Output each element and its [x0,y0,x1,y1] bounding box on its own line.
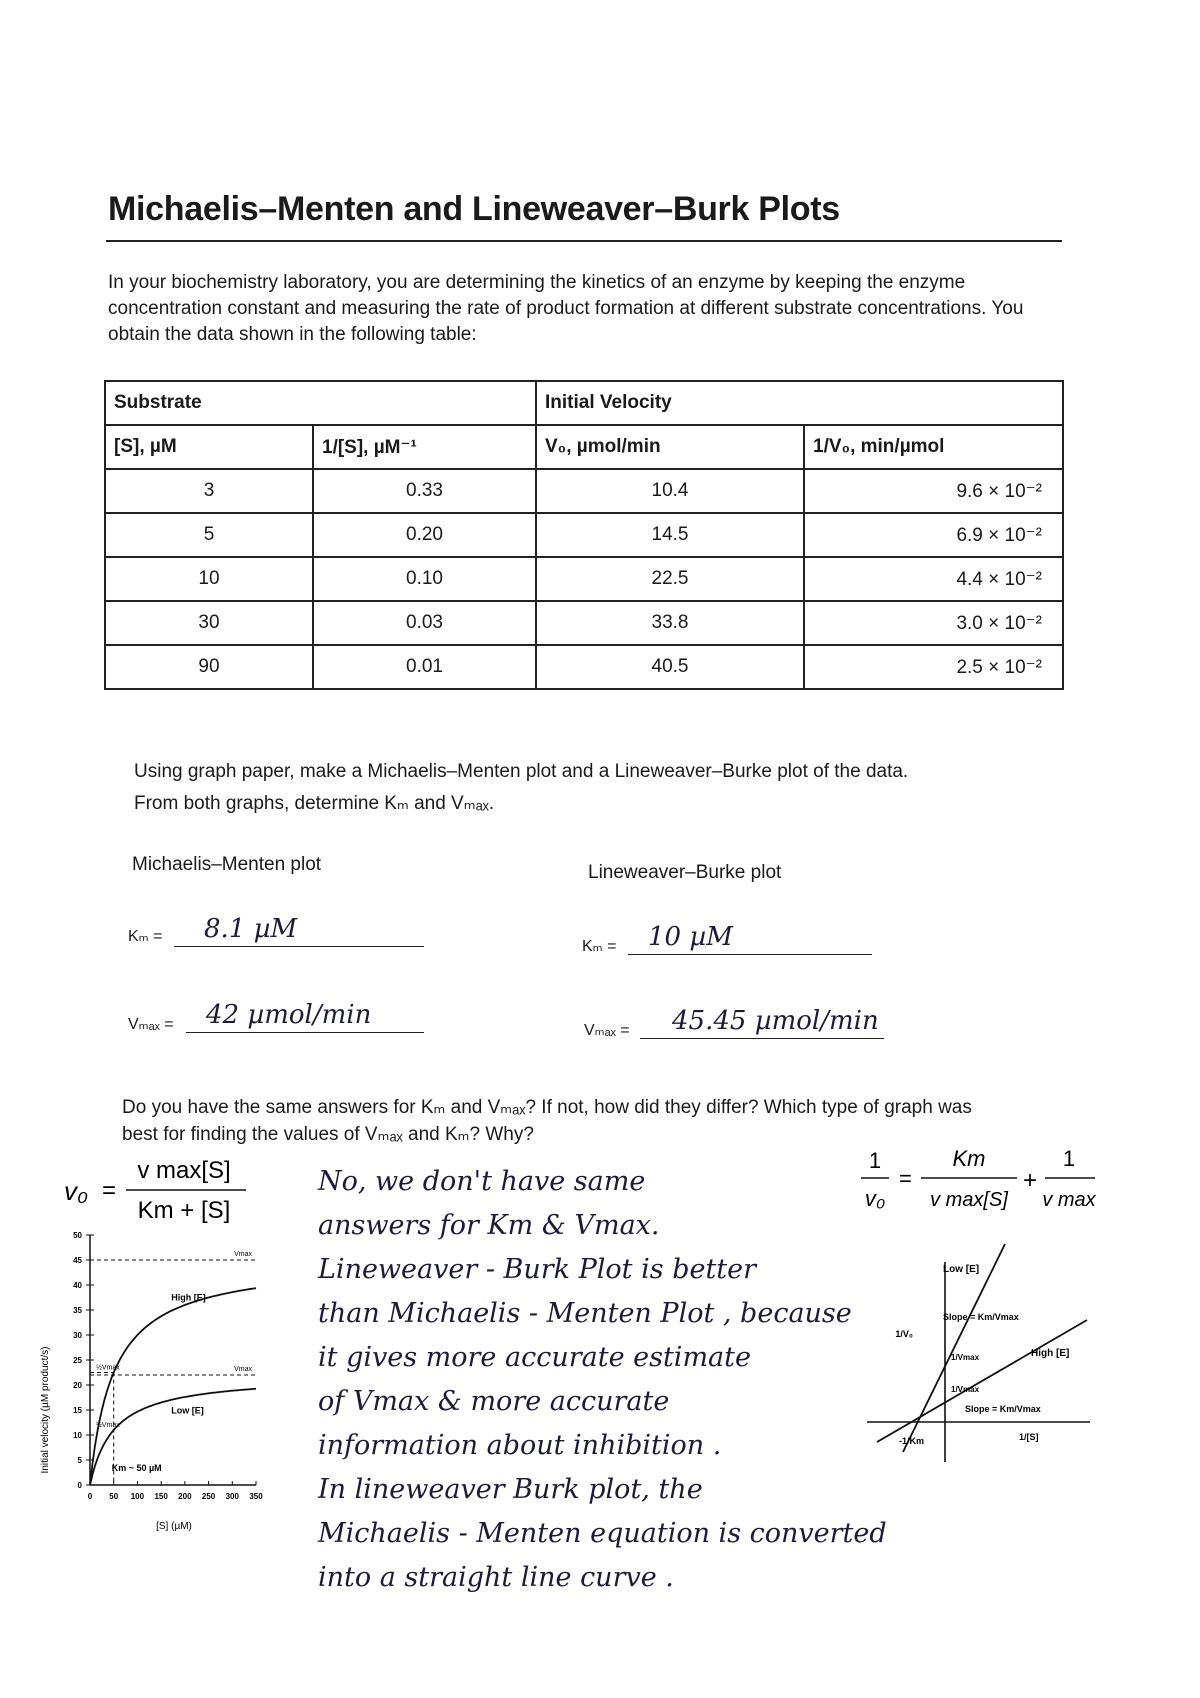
lb-plot-label: Lineweaver–Burke plot [588,862,782,883]
header-substrate: Substrate [105,381,536,425]
cell-v: 40.5 [536,645,804,689]
instructions [134,756,1034,820]
lb-vmax-label: Vₘₐₓ = [584,1022,630,1039]
cell-inv-v: 2.5 × 10⁻² [804,645,1063,689]
mm-y-ticks [73,1231,94,1490]
mm-x-tick-label: 250 [201,1492,216,1501]
mm-y-tick-label: 25 [73,1356,82,1365]
mm-km-label: Kₘ = [128,928,163,945]
lb-km-label: Kₘ = [582,938,617,955]
answer-line: than Michaelis - Menten Plot , because [318,1298,852,1329]
mm-eq-lhs: v₀ [64,1176,88,1206]
mm-y-tick-label: 45 [73,1256,82,1265]
lb-eq-t1-num: Km [952,1146,986,1171]
lb-x-int: -1/Km [899,1436,925,1446]
lb-km-line [628,922,872,955]
mm-vmax-label: Vₘₐₓ = [128,1016,174,1033]
mm-eq-den: Km + [S] [137,1197,231,1224]
mm-y-tick-label: 30 [73,1331,82,1340]
lb-slope-low: Slope = Km/Vmax [943,1312,1019,1322]
mm-label-low-e: Low [E] [171,1405,204,1416]
table-row [105,513,1063,557]
header-initial-velocity: Initial Velocity [536,381,1063,425]
answer-line: of Vmax & more accurate [318,1386,670,1417]
table-group-header [105,381,1063,425]
answer-line: Lineweaver - Burk Plot is better [318,1254,757,1285]
lb-vmax-line [640,1006,884,1039]
cell-inv-s: 0.20 [313,513,536,557]
cell-inv-v: 4.4 × 10⁻² [804,557,1063,601]
lb-eq-equals: = [899,1166,912,1191]
mm-y-tick-label: 15 [73,1406,82,1415]
table-row [105,645,1063,689]
col-s: [S], µM [105,425,313,469]
cell-inv-s: 0.33 [313,469,536,513]
mm-y-tick-label: 0 [77,1481,82,1490]
cell-inv-s: 0.03 [313,601,536,645]
answer-line: No, we don't have same [318,1166,646,1197]
mm-plot-label: Michaelis–Menten plot [132,854,322,875]
mm-x-tick-label: 200 [178,1492,192,1501]
mm-xlabel: [S] (µM) [156,1521,192,1532]
instructions-line-2: From both graphs, determine Kₘ and Vₘₐₓ. [134,793,495,814]
mm-y-tick-label: 35 [73,1306,82,1315]
table-row [105,469,1063,513]
mm-x-tick-label: 100 [130,1492,145,1501]
mm-chart [36,1225,266,1550]
cell-inv-s: 0.01 [313,645,536,689]
mm-half-vmax-low-label: ½Vmax [96,1422,120,1429]
mm-y-tick-label: 10 [73,1431,82,1440]
mm-equation [58,1150,258,1230]
lb-slope-high: Slope = Km/Vmax [965,1404,1041,1414]
answer-line: In lineweaver Burk plot, the [318,1474,703,1505]
mm-x-tick-label: 150 [154,1492,168,1501]
lb-equation [855,1140,1100,1230]
lb-y-axis-label: 1/V₀ [895,1329,913,1339]
intro-paragraph: In your biochemistry laboratory, you are determining the kinetics of an enzyme by keeping the enzyme concentration constant and measuring the rate of product formation at different substrate concentrations. You obtain the data shown in the following table: [108,272,1024,345]
mm-km-value[interactable]: 8.1 µM [204,914,298,944]
col-inv-s: 1/[S], µM⁻¹ [313,425,536,469]
answer-line: it gives more accurate estimate [318,1342,751,1373]
table-row [105,557,1063,601]
lb-eq-t1-den: v max[S] [930,1189,1008,1211]
lb-km-value[interactable]: 10 µM [648,922,733,952]
lb-line-low-e [903,1244,1005,1452]
page-title: Michaelis–Menten and Lineweaver–Burk Plots [108,190,840,228]
lb-eq-t2-den: v max [1042,1189,1096,1211]
mm-ylabel: Initial velocity (µM product/s) [40,1346,51,1474]
handwritten-answer [318,1160,887,1600]
mm-eq-equals: = [102,1177,117,1204]
mm-x-tick-label: 350 [249,1492,263,1501]
answer-line: information about inhibition . [318,1430,722,1461]
lb-eq-lhs-den: v₀ [864,1186,886,1211]
cell-inv-v: 3.0 × 10⁻² [804,601,1063,645]
mm-x-ticks [88,1481,263,1501]
lb-x-axis-label: 1/[S] [1019,1432,1039,1442]
table-row [105,601,1063,645]
answer-line: answers for Km & Vmax. [318,1210,660,1241]
lb-y-int-low: 1/Vmax [951,1353,980,1362]
cell-s: 90 [105,645,313,689]
cell-s: 5 [105,513,313,557]
lb-eq-plus: + [1023,1167,1038,1194]
answer-line: Michaelis - Menten equation is converted [318,1518,887,1549]
col-v: V₀, µmol/min [536,425,804,469]
mm-label-high-e: High [E] [171,1292,206,1303]
cell-v: 33.8 [536,601,804,645]
lb-y-int-high: 1/Vmax [951,1385,980,1394]
cell-inv-s: 0.10 [313,557,536,601]
mm-y-tick-label: 50 [73,1231,82,1240]
title-rule [106,240,1062,242]
mm-x-tick-label: 0 [87,1492,93,1501]
mm-y-tick-label: 20 [73,1381,82,1390]
cell-inv-v: 9.6 × 10⁻² [804,469,1063,513]
mm-y-tick-label: 5 [77,1456,82,1465]
mm-x-tick-label: 50 [109,1492,119,1501]
lb-high-label: High [E] [1031,1348,1070,1359]
mm-curves [90,1288,256,1485]
cell-v: 22.5 [536,557,804,601]
cell-v: 10.4 [536,469,804,513]
col-inv-v: 1/V₀, min/µmol [804,425,1063,469]
question: Do you have the same answers for Kₘ and Vₘₐₓ? If not, how did they differ? Which type of graph was best for finding the values of Vₘₐₓ and Kₘ? Why? [122,1097,972,1145]
mm-half-vmax-high-label: ½Vmax [96,1364,120,1372]
cell-s: 3 [105,469,313,513]
mm-km-label: Km ~ 50 µM [111,1463,162,1473]
cell-s: 30 [105,601,313,645]
cell-s: 10 [105,557,313,601]
mm-vmax-value[interactable]: 42 µmol/min [206,1000,372,1030]
data-table [104,380,1064,690]
mm-km-line [174,914,424,947]
mm-eq-num: v max[S] [137,1157,231,1184]
lb-eq-lhs-num: 1 [868,1148,882,1173]
mm-y-tick-label: 40 [73,1281,82,1290]
mm-x-tick-label: 300 [225,1492,239,1501]
lb-low-label: Low [E] [943,1264,980,1275]
mm-vmax-high-label: Vmax [234,1251,252,1258]
lb-vmax-value[interactable]: 45.45 µmol/min [672,1006,879,1036]
instructions-line-1: Using graph paper, make a Michaelis–Menten plot and a Lineweaver–Burke plot of the data. [134,761,909,782]
answer-line: into a straight line curve . [318,1562,674,1593]
cell-inv-v: 6.9 × 10⁻² [804,513,1063,557]
table-column-header [105,425,1063,469]
lb-eq-t2-num: 1 [1062,1146,1076,1171]
mm-vmax-low-label: Vmax [234,1366,252,1373]
cell-v: 14.5 [536,513,804,557]
lb-chart [855,1232,1095,1492]
mm-vmax-line [186,1000,424,1033]
mm-curve-high-e [90,1288,256,1485]
